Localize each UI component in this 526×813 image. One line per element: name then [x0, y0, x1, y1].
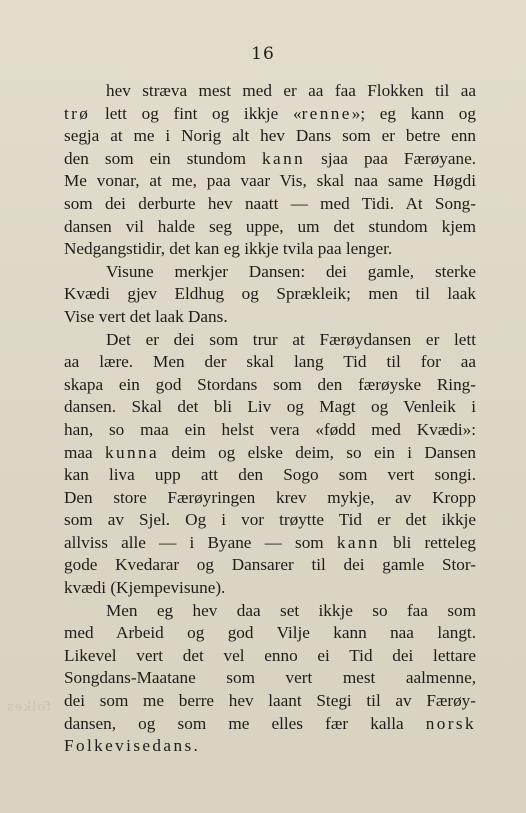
text-segment: aa lære. Men der skal lang Tid til for aa	[64, 352, 476, 372]
spaced-emphasis: norsk	[425, 713, 476, 733]
text-line	[64, 374, 476, 397]
spaced-emphasis: kann	[262, 148, 306, 168]
text-segment: Likevel vert det vel enno ei Tid dei lettare	[64, 645, 476, 665]
text-segment: hev stræva mest med er aa faa Flokken til aa	[106, 81, 476, 100]
paragraph	[64, 261, 476, 329]
text-line	[64, 464, 476, 487]
text-line	[64, 80, 476, 103]
paragraph	[64, 329, 476, 600]
spaced-emphasis: trø	[64, 103, 91, 123]
paragraph	[64, 600, 476, 758]
page-number: 16	[251, 44, 275, 64]
text-segment: bli retteleg	[379, 532, 476, 552]
text-segment: Vise vert det laak Dans.	[64, 306, 228, 326]
text-line	[64, 735, 476, 758]
text-segment: Kvædi gjev Eldhug og Sprækleik; men til laak	[64, 284, 476, 304]
text-segment: kvædi (Kjempevisune).	[64, 578, 226, 598]
text-line	[64, 713, 476, 736]
paragraph	[64, 80, 476, 261]
text-line	[64, 600, 476, 623]
spaced-emphasis: renne	[301, 103, 352, 123]
text-segment: Den store Færøyringen krev mykje, av Kropp	[64, 487, 476, 507]
text-line	[64, 283, 476, 306]
text-segment: skapa ein god Stordans som den færøyske Ring-	[64, 374, 476, 394]
text-segment: Nedgangstidir, det kan eg ikkje tvila paa lenger.	[64, 239, 393, 259]
text-line	[64, 577, 476, 600]
text-line	[64, 645, 476, 668]
text-segment: dansen. Skal det bli Liv og Magt og Venleik i	[64, 397, 476, 417]
spaced-emphasis: Folkevisedans.	[64, 736, 201, 756]
text-segment: maa	[64, 442, 105, 462]
text-line	[64, 419, 476, 442]
text-segment: med Arbeid og god Vilje kann naa langt.	[64, 623, 476, 643]
text-segment: dei som me berre hev laant Stegi til av Færøy-	[64, 691, 476, 711]
text-segment: sjaa paa Færøyane.	[305, 148, 476, 168]
text-segment: dansen vil halde seg uppe, um det stundom kjem	[64, 216, 476, 236]
text-segment: Men eg hev daa set ikkje so faa som	[106, 600, 476, 620]
text-line	[64, 532, 476, 555]
text-line	[64, 125, 476, 148]
text-segment: Visune merkjer Dansen: dei gamle, sterke	[106, 261, 476, 281]
text-line	[64, 261, 476, 284]
text-segment: allviss alle — i Byane — som	[64, 532, 337, 552]
text-line	[64, 396, 476, 419]
text-segment: dansen, og som me elles fær kalla	[64, 713, 426, 733]
text-segment: Songdans-Maatane som vert mest aalmenne,	[64, 668, 476, 688]
text-line	[64, 667, 476, 690]
text-line	[64, 148, 476, 171]
text-line	[64, 351, 476, 374]
text-segment: den som ein stundom	[64, 148, 263, 168]
text-line	[64, 306, 476, 329]
text-line	[64, 509, 476, 532]
text-segment: Det er dei som trur at Færøydansen er lett	[106, 329, 476, 349]
text-segment: gode Kvedarar og Dansarer til dei gamle Stor-	[64, 555, 476, 575]
text-line	[64, 554, 476, 577]
text-segment: som av Sjel. Og i vor trøytte Tid er det ikkje	[64, 510, 476, 530]
text-segment: han, so maa ein helst vera «fødd med Kvædi»:	[64, 419, 476, 439]
text-line	[64, 238, 476, 261]
text-segment: Me vonar, at me, paa vaar Vis, skal naa same Høgdi	[64, 171, 476, 191]
text-line	[64, 216, 476, 239]
text-line	[64, 193, 476, 216]
text-segment: kan liva upp att den Sogo som vert songi.	[64, 465, 476, 485]
text-segment: lett og fint og ikkje «	[90, 103, 302, 123]
spaced-emphasis: kann	[336, 532, 380, 552]
text-line	[64, 442, 476, 465]
body-text	[64, 80, 476, 758]
spaced-emphasis: kunna	[104, 442, 159, 462]
text-segment: segja at me i Norig alt hev Dans som er betre enn	[64, 126, 476, 146]
text-line	[64, 170, 476, 193]
bleed-through-text: folkes	[6, 700, 52, 715]
text-segment: »; eg kann og	[351, 103, 476, 123]
text-line	[64, 622, 476, 645]
text-segment: deim og elske deim, so ein i Dansen	[159, 442, 476, 462]
text-line	[64, 103, 476, 126]
text-line	[64, 690, 476, 713]
text-line	[64, 329, 476, 352]
text-segment: som dei derburte hev naatt — med Tidi. At Song-	[64, 193, 476, 213]
text-line	[64, 487, 476, 510]
